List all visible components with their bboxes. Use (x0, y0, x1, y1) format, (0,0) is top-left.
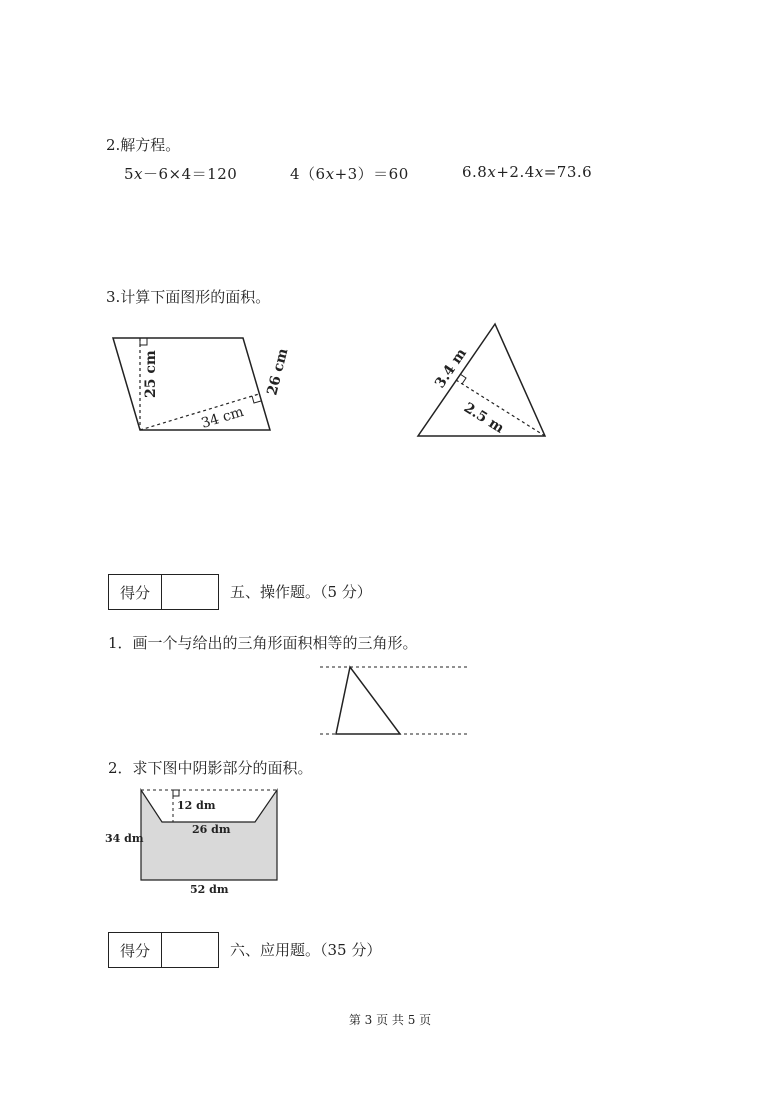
parallelogram-outline (113, 338, 270, 430)
label-26dm: 26 dm (192, 823, 231, 836)
eq1-pre: 5 (124, 165, 135, 183)
eq2-post: +3）＝60 (334, 165, 409, 183)
score-blank[interactable] (162, 933, 218, 967)
eq3-pre: 6.8 (462, 163, 488, 181)
depth-right-angle-mark (173, 790, 179, 796)
label-34cm: 34 cm (199, 403, 246, 432)
score-label: 得分 (109, 933, 162, 967)
eq3-post: =73.6 (543, 163, 593, 181)
eq3-var2: x (534, 163, 544, 181)
q3-title: 3.计算下面图形的面积。 (106, 288, 271, 306)
eq1-var: x (134, 165, 144, 183)
section5-title: 五、操作题。（5 分） (230, 583, 372, 601)
section5-item1: 1．画一个与给出的三角形面积相等的三角形。 (108, 634, 418, 652)
label-34dm: 34 dm (105, 832, 144, 845)
section6-title: 六、应用题。（35 分） (230, 941, 382, 959)
eq3-mid: +2.4 (496, 163, 535, 181)
right-angle-mark-top (140, 338, 147, 345)
score-box-section6 (108, 932, 219, 968)
eq2-var: x (325, 165, 335, 183)
triangle-right-angle-mark (460, 374, 466, 384)
label-52dm: 52 dm (190, 883, 229, 896)
label-2-5m: 2.5 m (460, 399, 507, 437)
eq2-pre: 4（6 (290, 165, 326, 183)
eq3-var1: x (487, 163, 497, 181)
parallelogram-figure (113, 338, 270, 430)
page-footer: 第 3 页 共 5 页 (348, 1013, 432, 1027)
given-triangle (336, 667, 400, 734)
given-triangle-figure (320, 667, 470, 734)
eq1-post: －6×4＝120 (143, 165, 238, 183)
label-3-4m: 3.4 m (432, 345, 470, 392)
score-label: 得分 (109, 575, 162, 609)
label-12dm: 12 dm (177, 799, 216, 812)
score-blank[interactable] (162, 575, 218, 609)
score-box-section5 (108, 574, 219, 610)
label-26cm: 26 cm (264, 346, 292, 397)
q2-title: 2.解方程。 (106, 136, 181, 154)
section5-item2: 2．求下图中阴影部分的面积。 (108, 759, 313, 777)
label-25cm: 25 cm (143, 350, 159, 398)
